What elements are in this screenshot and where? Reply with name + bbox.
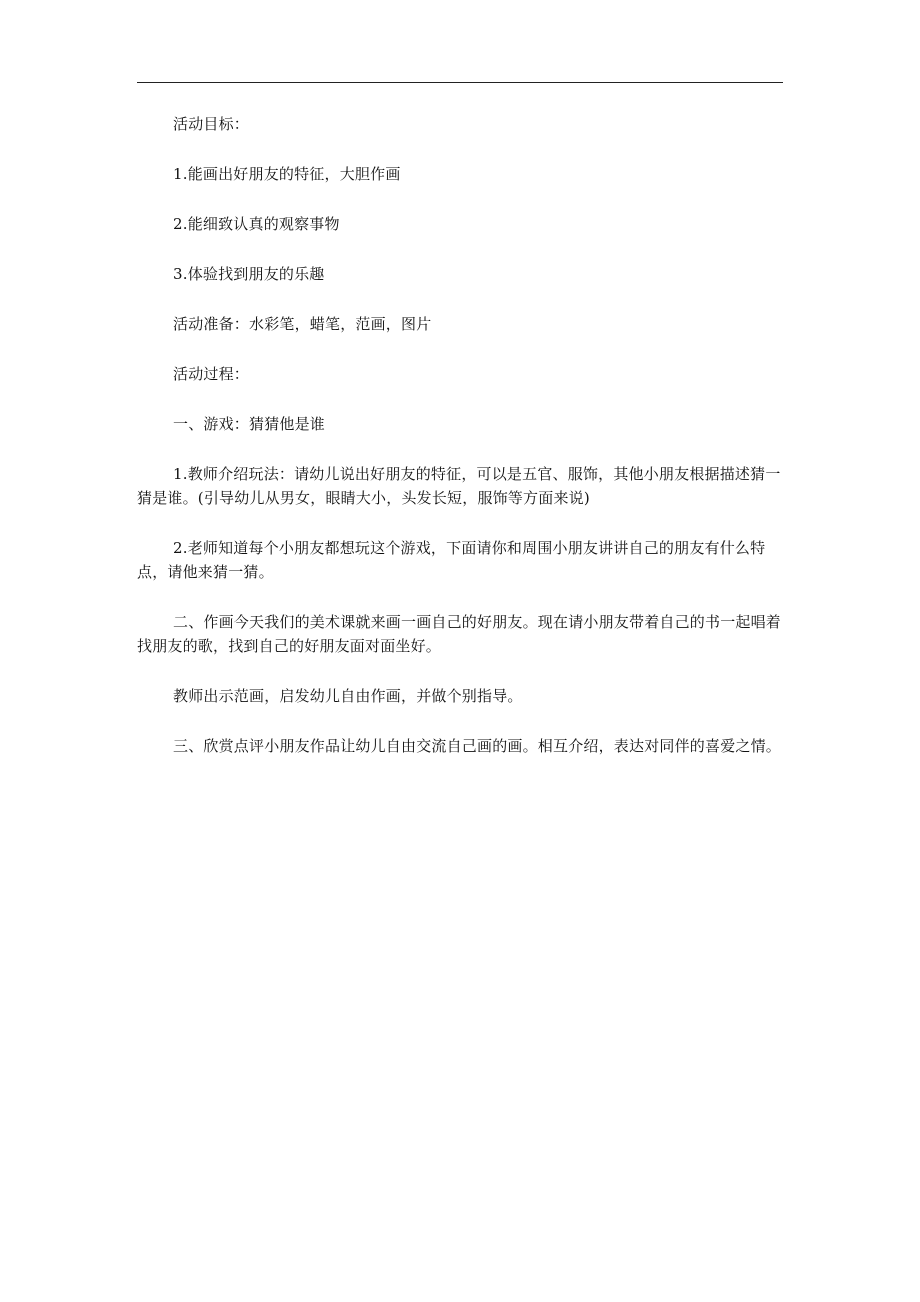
paragraph-activity-goals-heading: 活动目标： (173, 115, 250, 133)
paragraph-goal-3: 3.体验找到朋友的乐趣 (173, 265, 325, 283)
document-body (137, 112, 783, 784)
paragraph-teacher-demo: 教师出示范画，启发幼儿自由作画，并做个别指导。 (173, 687, 523, 705)
paragraph-section-1-title: 一、游戏：猜猜他是谁 (173, 415, 326, 433)
paragraph-section-3: 三、欣赏点评小朋友作品让幼儿自由交流自己画的画。相互介绍，表达对同伴的喜爱之情。 (173, 737, 782, 755)
paragraph-section-1-step-2: 2.老师知道每个小朋友都想玩这个游戏，下面请你和周围小朋友讲讲自己的朋友有什么特点，请他来猜一猜。 (137, 539, 766, 581)
paragraph-goal-1: 1.能画出好朋友的特征，大胆作画 (173, 165, 401, 183)
paragraph-preparation: 活动准备：水彩笔，蜡笔，范画，图片 (173, 315, 432, 333)
paragraph-section-1-step-1: 1.教师介绍玩法：请幼儿说出好朋友的特征，可以是五官、服饰，其他小朋友根据描述猜一猜是谁。(引导幼儿从男女，眼睛大小，头发长短，服饰等方面来说) (137, 465, 781, 507)
paragraph-section-2: 二、作画今天我们的美术课就来画一画自己的好朋友。现在请小朋友带着自己的书一起唱着找朋友的歌，找到自己的好朋友面对面坐好。 (137, 613, 782, 655)
paragraph-goal-2: 2.能细致认真的观察事物 (173, 215, 340, 233)
paragraph-process-heading: 活动过程： (173, 365, 250, 383)
header-rule (137, 82, 783, 83)
